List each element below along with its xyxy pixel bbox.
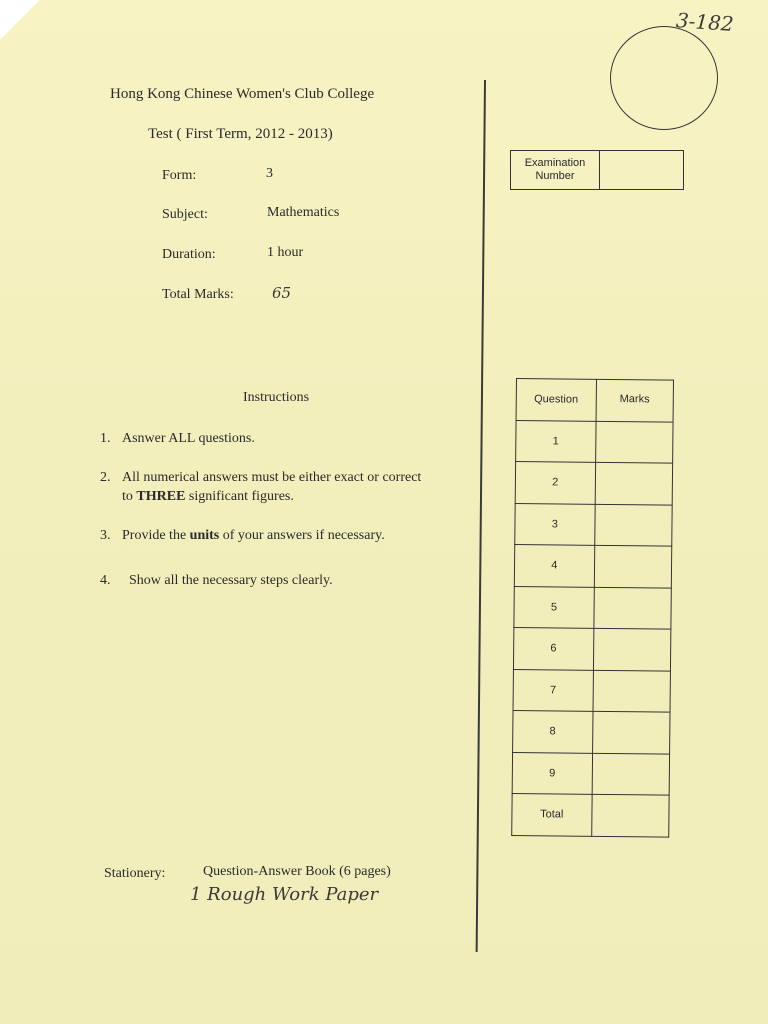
table-row — [514, 544, 671, 587]
examination-number-box — [510, 150, 684, 190]
total-label: Total — [512, 793, 592, 835]
duration-value: 1 hour — [267, 245, 304, 260]
question-number: 5 — [514, 586, 594, 628]
school-name: Hong Kong Chinese Women's Club College — [110, 86, 375, 102]
table-row — [512, 752, 669, 795]
question-number: 6 — [513, 627, 593, 669]
form-value: 3 — [266, 166, 273, 181]
table-row — [515, 462, 672, 505]
marks-cell[interactable] — [595, 462, 673, 504]
question-number: 9 — [512, 752, 592, 794]
marks-cell[interactable] — [592, 753, 670, 795]
marks-cell[interactable] — [594, 545, 672, 587]
instruction-3: 3. Provide the units of your answers if necessary. — [100, 528, 385, 543]
total-marks-value: 65 — [272, 284, 292, 302]
stationery-label: Stationery: — [104, 866, 166, 881]
table-row — [515, 503, 672, 546]
stationery-item: Question-Answer Book (6 pages) — [203, 864, 391, 879]
table-row — [513, 669, 670, 712]
table-row — [513, 710, 670, 753]
marks-cell[interactable] — [592, 711, 670, 753]
header-question: Question — [516, 379, 596, 421]
total-marks-label: Total Marks: — [162, 287, 234, 302]
instructions-title: Instructions — [243, 390, 310, 405]
instruction-1: 1. Asnwer ALL questions. — [100, 431, 255, 446]
folded-corner — [0, 0, 40, 40]
divider-line — [476, 80, 486, 952]
marks-table — [511, 378, 674, 837]
handwritten-code: 3-182 — [675, 8, 735, 36]
marks-table-header — [516, 379, 673, 422]
total-marks-cell[interactable] — [591, 794, 669, 836]
instruction-2: 2. All numerical answers must be either exact or correct to THREE significant figures. — [100, 470, 422, 504]
test-label: Test ( First Term, 2012 - 2013) — [148, 126, 333, 142]
form-label: Form: — [162, 168, 197, 183]
table-row — [513, 627, 670, 670]
duration-label: Duration: — [162, 247, 216, 262]
marks-cell[interactable] — [595, 421, 673, 463]
question-number: 2 — [515, 462, 595, 504]
subject-label: Subject: — [162, 207, 208, 222]
stationery-handwritten: 1 Rough Work Paper — [190, 884, 379, 905]
question-number: 7 — [513, 669, 593, 711]
header-marks: Marks — [596, 379, 674, 421]
instruction-4: 4. Show all the necessary steps clearly. — [100, 573, 333, 588]
question-number: 3 — [515, 503, 595, 545]
question-number: 4 — [514, 544, 594, 586]
examination-number-field[interactable] — [600, 151, 683, 189]
marks-cell[interactable] — [594, 504, 672, 546]
subject-value: Mathematics — [267, 205, 340, 220]
marks-cell[interactable] — [593, 670, 671, 712]
question-number: 1 — [516, 420, 596, 462]
marks-cell[interactable] — [593, 628, 671, 670]
table-row — [514, 586, 671, 629]
marks-cell[interactable] — [594, 587, 672, 629]
table-row-total — [512, 793, 669, 836]
question-number: 8 — [513, 710, 593, 752]
examination-number-label: Examination Number — [511, 151, 600, 189]
stamp-circle — [610, 26, 718, 130]
table-row — [516, 420, 673, 463]
